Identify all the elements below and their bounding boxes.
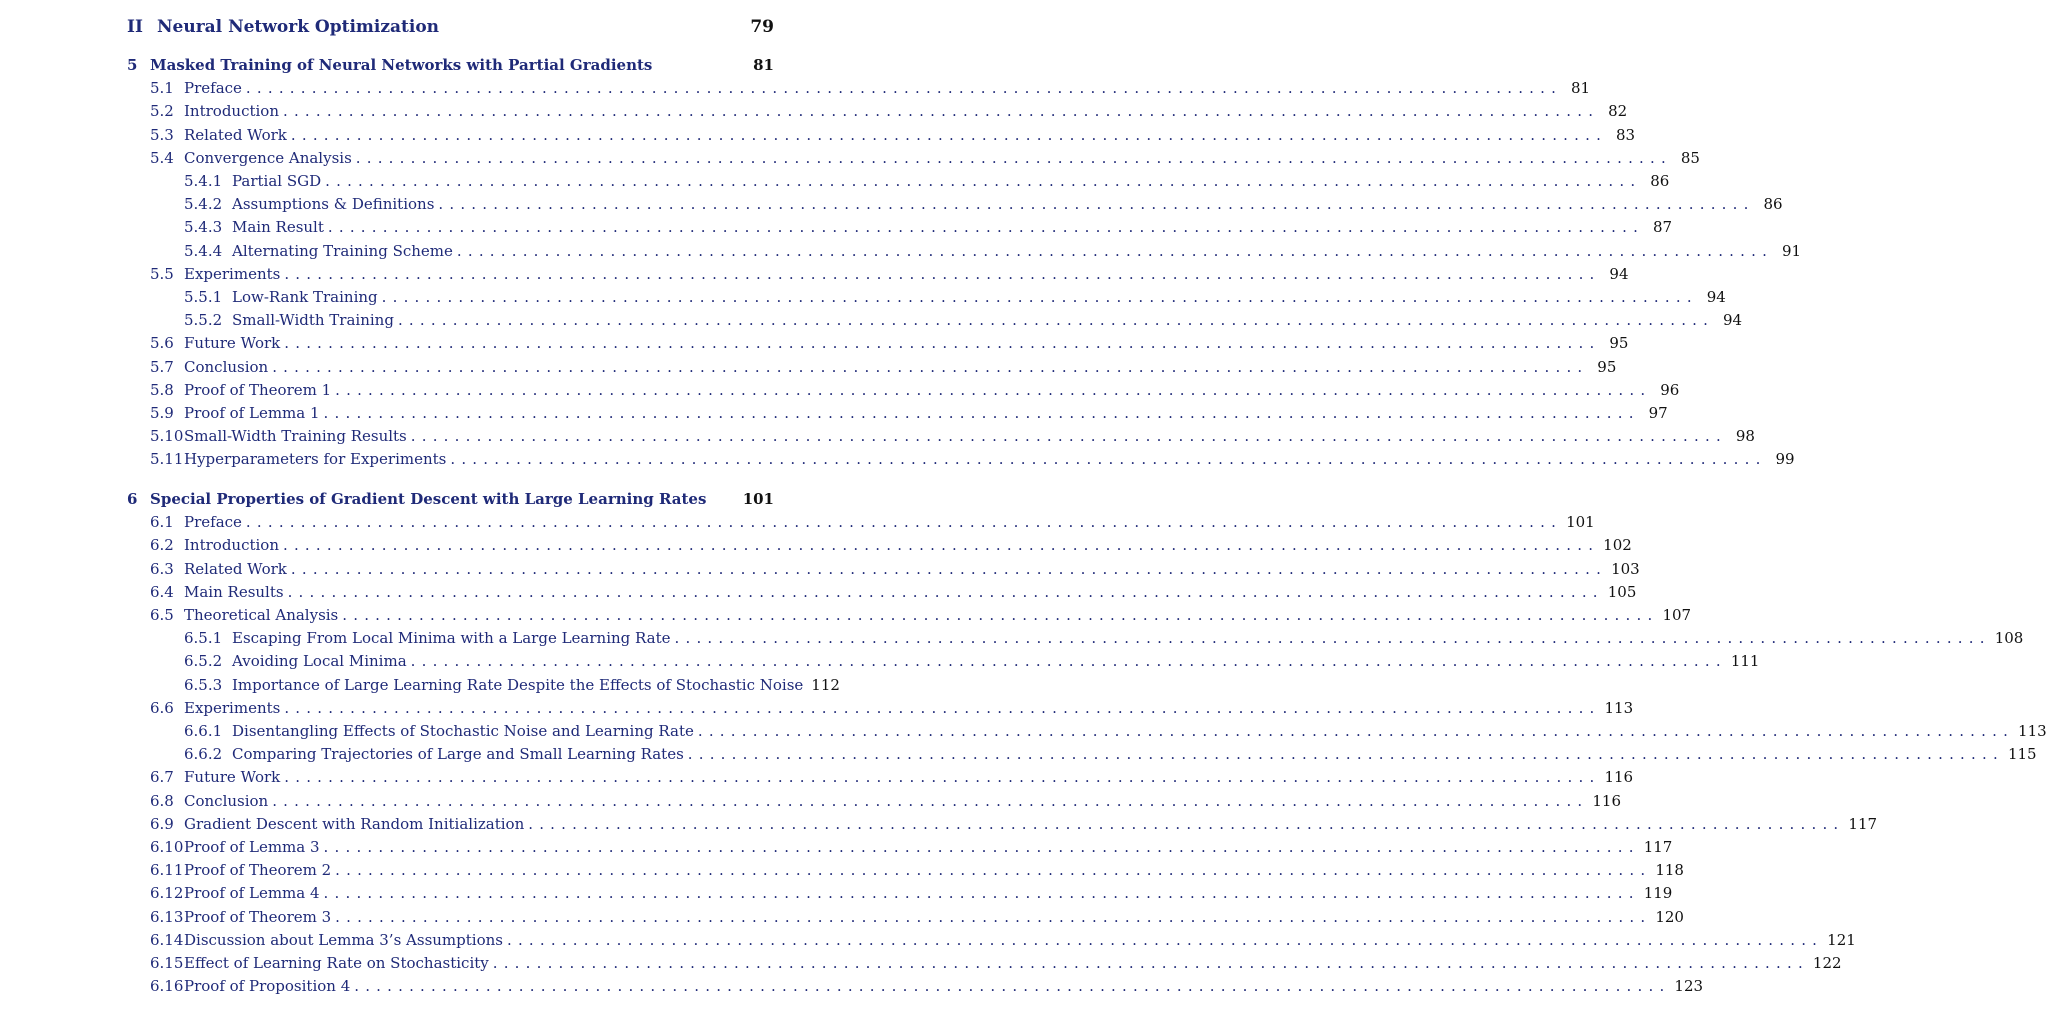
entry-page: 86 xyxy=(1650,172,1670,190)
toc-subsection-entry[interactable] xyxy=(0,720,2047,742)
dot-leader: ........................................................................................................................ xyxy=(283,536,1600,555)
toc-subsection-entry[interactable] xyxy=(0,240,1802,262)
entry-title: Proof of Lemma 3 xyxy=(184,838,320,856)
toc-section-entry[interactable] xyxy=(0,929,1856,951)
entry-page: 118 xyxy=(1655,861,1684,880)
entry-page: 119 xyxy=(1643,884,1673,903)
entry-page: 102 xyxy=(1603,536,1632,555)
chapter-number: 5 xyxy=(127,56,138,74)
dot-leader: ........................................................................................................................ xyxy=(506,930,1824,949)
entry-page: 105 xyxy=(1607,582,1637,601)
chapter-number: 6 xyxy=(127,490,138,508)
entry-title: Related Work xyxy=(184,559,287,578)
dot-leader: ........................................................................................................................ xyxy=(284,264,1601,283)
entry-page: 111 xyxy=(1730,652,1760,671)
entry-number: 6.9 xyxy=(150,814,174,833)
entry-page: 123 xyxy=(1674,977,1704,996)
entry-number: 6.1 xyxy=(150,513,174,532)
entry-number: 6.5.1 xyxy=(184,629,223,648)
entry-number: 5.5 xyxy=(150,264,174,283)
entry-number: 5.4 xyxy=(150,148,174,167)
entry-number: 6.16 xyxy=(150,977,184,996)
entry-page: 97 xyxy=(1648,404,1668,422)
entry-title: Low-Rank Training xyxy=(232,288,378,306)
entry-number: 6.6 xyxy=(150,698,174,717)
entry-page: 94 xyxy=(1723,311,1743,330)
dot-leader: ........................................................................................................................ xyxy=(325,172,1642,190)
entry-title: Escaping From Local Minima with a Large Learning Rate xyxy=(232,629,671,648)
dot-leader: ........................................................................................................................ xyxy=(323,884,1640,903)
entry-number: 6.6.1 xyxy=(184,722,223,740)
entry-title: Proof of Lemma 1 xyxy=(184,404,320,422)
toc-section-entry[interactable] xyxy=(0,581,1637,603)
dot-leader: ........................................................................................................................ xyxy=(410,427,1727,446)
dot-leader: ........................................................................................................................ xyxy=(397,311,1715,330)
dot-leader: ........................................................................................................................ xyxy=(335,861,1652,880)
toc-section-entry[interactable] xyxy=(0,100,1628,122)
entry-title: Preface xyxy=(184,513,242,532)
entry-number: 6.3 xyxy=(150,559,174,578)
dot-leader: ........................................................................................................................ xyxy=(450,450,1767,469)
toc-section-entry[interactable] xyxy=(0,263,1629,285)
entry-number: 6.5.2 xyxy=(184,652,223,671)
toc-subsection-entry[interactable] xyxy=(0,627,2024,649)
entry-number: 5.11 xyxy=(150,450,184,469)
entry-number: 6.15 xyxy=(150,954,184,972)
entry-number: 5.2 xyxy=(150,102,174,121)
entry-page: 82 xyxy=(1608,102,1628,121)
toc-section-entry[interactable] xyxy=(0,332,1629,354)
entry-title: Importance of Large Learning Rate Despite the Effects of Stochastic Noise xyxy=(232,675,804,694)
entry-number: 6.11 xyxy=(150,861,184,880)
dot-leader: ........................................................................................................................ xyxy=(284,768,1601,787)
dot-leader: ........................................................................................................................ xyxy=(438,195,1755,214)
toc-section-entry[interactable] xyxy=(0,356,1617,378)
dot-leader: ........................................................................................................................ xyxy=(272,791,1589,810)
toc-section-entry[interactable] xyxy=(0,402,1668,424)
dot-leader: ........................................................................................................................ xyxy=(381,288,1698,306)
entry-title: Related Work xyxy=(184,125,287,144)
toc-section-entry[interactable] xyxy=(0,813,1878,835)
dot-leader: ........................................................................................................................ xyxy=(410,652,1727,671)
entry-number: 6.10 xyxy=(150,838,184,856)
dot-leader: ........................................................................................................................ xyxy=(674,629,1991,648)
toc-section-entry[interactable] xyxy=(0,558,1640,580)
entry-page: 83 xyxy=(1615,125,1636,144)
entry-number: 5.7 xyxy=(150,357,174,376)
dot-leader: ........................................................................................................................ xyxy=(272,357,1589,376)
entry-title: Proof of Theorem 2 xyxy=(184,861,332,880)
entry-page: 94 xyxy=(1609,264,1629,283)
entry-title: Convergence Analysis xyxy=(184,148,352,167)
toc-section-entry[interactable] xyxy=(0,906,1684,928)
part-page: 79 xyxy=(750,17,774,37)
dot-leader: ........................................................................................................................ xyxy=(456,241,1774,260)
entry-number: 6.13 xyxy=(150,907,184,926)
entry-number: 6.2 xyxy=(150,536,174,555)
entry-number: 5.5.1 xyxy=(184,288,223,306)
entry-page: 115 xyxy=(2007,745,2037,764)
toc-section-entry[interactable] xyxy=(0,697,1634,719)
entry-number: 6.8 xyxy=(150,791,174,810)
dot-leader: ........................................................................................................................ xyxy=(697,722,2015,740)
dot-leader: ........................................................................................................................ xyxy=(284,334,1601,353)
entry-title: Effect of Learning Rate on Stochasticity xyxy=(184,954,489,972)
dot-leader: ........................................................................................................................ xyxy=(492,954,1809,972)
toc-subsection-entry[interactable] xyxy=(0,216,1673,238)
entry-page: 81 xyxy=(1571,79,1591,98)
entry-title: Introduction xyxy=(184,102,279,121)
entry-title: Hyperparameters for Experiments xyxy=(184,450,447,469)
entry-title: Main Results xyxy=(184,582,284,601)
toc-subsection-entry[interactable] xyxy=(0,743,2037,765)
entry-page: 113 xyxy=(2018,722,2047,740)
entry-title: Proof of Lemma 4 xyxy=(184,884,320,903)
entry-title: Future Work xyxy=(184,768,281,787)
dot-leader: ........................................................................................................................ xyxy=(355,148,1672,167)
entry-page: 117 xyxy=(1643,838,1673,856)
part-title: Neural Network Optimization xyxy=(157,17,440,37)
entry-number: 5.9 xyxy=(150,404,174,422)
toc-subsection-entry[interactable] xyxy=(0,286,1726,308)
entry-title: Proof of Proposition 4 xyxy=(184,977,351,996)
entry-title: Small-Width Training Results xyxy=(184,427,407,446)
entry-page: 95 xyxy=(1597,357,1617,376)
toc-section-entry[interactable] xyxy=(0,379,1680,401)
entry-number: 5.4.2 xyxy=(184,195,223,214)
dot-leader: ........................................................................................................................ xyxy=(335,907,1652,926)
entry-title: Proof of Theorem 1 xyxy=(184,380,332,399)
entry-title: Conclusion xyxy=(184,357,269,376)
dot-leader: ........................................................................................................................ xyxy=(354,977,1671,996)
entry-title: Preface xyxy=(184,79,242,98)
dot-leader: ........................................................................................................................ xyxy=(327,218,1645,237)
entry-title: Main Result xyxy=(232,218,324,237)
dot-leader: ........................................................................................................................ xyxy=(323,404,1640,422)
toc-section-entry[interactable] xyxy=(0,147,1700,169)
dot-leader: ........................................................................................................................ xyxy=(245,79,1563,98)
entry-number: 6.14 xyxy=(150,930,184,949)
entry-number: 6.5.3 xyxy=(184,675,223,694)
toc-section-entry[interactable] xyxy=(0,836,1673,858)
entry-title: Comparing Trajectories of Large and Small Learning Rates xyxy=(232,745,684,764)
chapter-title: Masked Training of Neural Networks with Partial Gradients xyxy=(150,56,653,74)
entry-title: Introduction xyxy=(184,536,279,555)
dot-leader: ........................................................................................................................ xyxy=(342,606,1659,624)
chapter-heading[interactable] xyxy=(0,488,841,510)
dot-leader: ........................................................................................................................ xyxy=(335,380,1652,399)
dot-leader: ........................................................................................................................ xyxy=(290,559,1608,578)
entry-page: 121 xyxy=(1827,930,1856,949)
entry-page: 101 xyxy=(1566,513,1595,532)
entry-page: 86 xyxy=(1763,195,1783,214)
part-heading[interactable] xyxy=(0,16,841,38)
toc-subsection-entry[interactable] xyxy=(0,170,1670,192)
dot-leader: ........................................................................................................................ xyxy=(687,745,2004,764)
toc-section-entry[interactable] xyxy=(0,882,1673,904)
entry-page: 122 xyxy=(1812,954,1842,972)
entry-title: Avoiding Local Minima xyxy=(232,652,407,671)
entry-page: 94 xyxy=(1706,288,1726,306)
entry-page: 117 xyxy=(1848,814,1878,833)
entry-page: 85 xyxy=(1680,148,1700,167)
entry-number: 6.5 xyxy=(150,606,174,624)
chapter-page: 101 xyxy=(742,490,774,508)
toc-section-entry[interactable] xyxy=(0,952,1842,974)
entry-number: 5.6 xyxy=(150,334,174,353)
entry-title: Experiments xyxy=(184,264,281,283)
entry-page: 98 xyxy=(1735,427,1755,446)
entry-title: Partial SGD xyxy=(232,172,322,190)
entry-title: Experiments xyxy=(184,698,281,717)
entry-title: Theoretical Analysis xyxy=(184,606,339,624)
entry-number: 5.3 xyxy=(150,125,174,144)
entry-title: Disentangling Effects of Stochastic Noise and Learning Rate xyxy=(232,722,694,740)
toc-section-entry[interactable] xyxy=(0,77,1591,99)
entry-number: 6.6.2 xyxy=(184,745,223,764)
entry-number: 5.8 xyxy=(150,380,174,399)
dot-leader: ........................................................................................................................ xyxy=(528,814,1845,833)
part-number: II xyxy=(127,17,143,37)
entry-page: 108 xyxy=(1994,629,2024,648)
chapter-title: Special Properties of Gradient Descent with Large Learning Rates xyxy=(150,490,707,508)
entry-page: 103 xyxy=(1611,559,1640,578)
toc-section-entry[interactable] xyxy=(0,511,1595,533)
entry-number: 5.4.3 xyxy=(184,218,223,237)
dot-leader: ........................................................................................................................ xyxy=(284,698,1601,717)
toc-section-entry[interactable] xyxy=(0,425,1755,447)
entry-page: 95 xyxy=(1609,334,1629,353)
entry-title: Future Work xyxy=(184,334,281,353)
entry-page: 113 xyxy=(1604,698,1634,717)
toc-section-entry[interactable] xyxy=(0,534,1632,556)
toc-section-entry[interactable] xyxy=(0,859,1684,881)
entry-page: 116 xyxy=(1604,768,1634,787)
toc-section-entry[interactable] xyxy=(0,790,1622,812)
entry-page: 87 xyxy=(1652,218,1673,237)
entry-title: Discussion about Lemma 3’s Assumptions xyxy=(184,930,503,949)
dot-leader: ........................................................................................................................ xyxy=(323,838,1640,856)
entry-title: Assumptions & Definitions xyxy=(232,195,435,214)
chapter-page: 81 xyxy=(753,56,774,74)
dot-leader: ........................................................................................................................ xyxy=(245,513,1563,532)
toc-section-entry[interactable] xyxy=(0,448,1795,470)
entry-number: 6.4 xyxy=(150,582,174,601)
dot-leader: ........................................................................................................................ xyxy=(283,102,1600,121)
entry-number: 5.4.4 xyxy=(184,241,223,260)
entry-number: 5.1 xyxy=(150,79,174,98)
dot-leader: ........................................................................................................................ xyxy=(290,125,1608,144)
entry-title: Gradient Descent with Random Initialization xyxy=(184,814,525,833)
toc-subsection-entry[interactable] xyxy=(0,193,1783,215)
toc-subsection-entry[interactable] xyxy=(0,674,841,696)
entry-title: Alternating Training Scheme xyxy=(232,241,453,260)
entry-number: 5.5.2 xyxy=(184,311,223,330)
entry-number: 5.4.1 xyxy=(184,172,223,190)
toc-subsection-entry[interactable] xyxy=(0,309,1743,331)
entry-number: 5.10 xyxy=(150,427,184,446)
entry-page: 107 xyxy=(1662,606,1692,624)
entry-page: 116 xyxy=(1592,791,1622,810)
toc-section-entry[interactable] xyxy=(0,604,1692,626)
entry-title: Small-Width Training xyxy=(232,311,394,330)
entry-number: 6.7 xyxy=(150,768,174,787)
toc-section-entry[interactable] xyxy=(0,124,1636,146)
toc-section-entry[interactable] xyxy=(0,766,1634,788)
entry-page: 96 xyxy=(1660,380,1680,399)
dot-leader: ........................................................................................................................ xyxy=(287,582,1604,601)
chapter-heading[interactable] xyxy=(0,54,841,76)
entry-page: 91 xyxy=(1781,241,1802,260)
toc-section-entry[interactable] xyxy=(0,975,1704,997)
entry-title: Conclusion xyxy=(184,791,269,810)
entry-title: Proof of Theorem 3 xyxy=(184,907,332,926)
entry-page: 99 xyxy=(1775,450,1795,469)
entry-page: 120 xyxy=(1655,907,1684,926)
entry-page: 112 xyxy=(811,675,840,694)
entry-number: 6.12 xyxy=(150,884,184,903)
toc-subsection-entry[interactable] xyxy=(0,650,1760,672)
